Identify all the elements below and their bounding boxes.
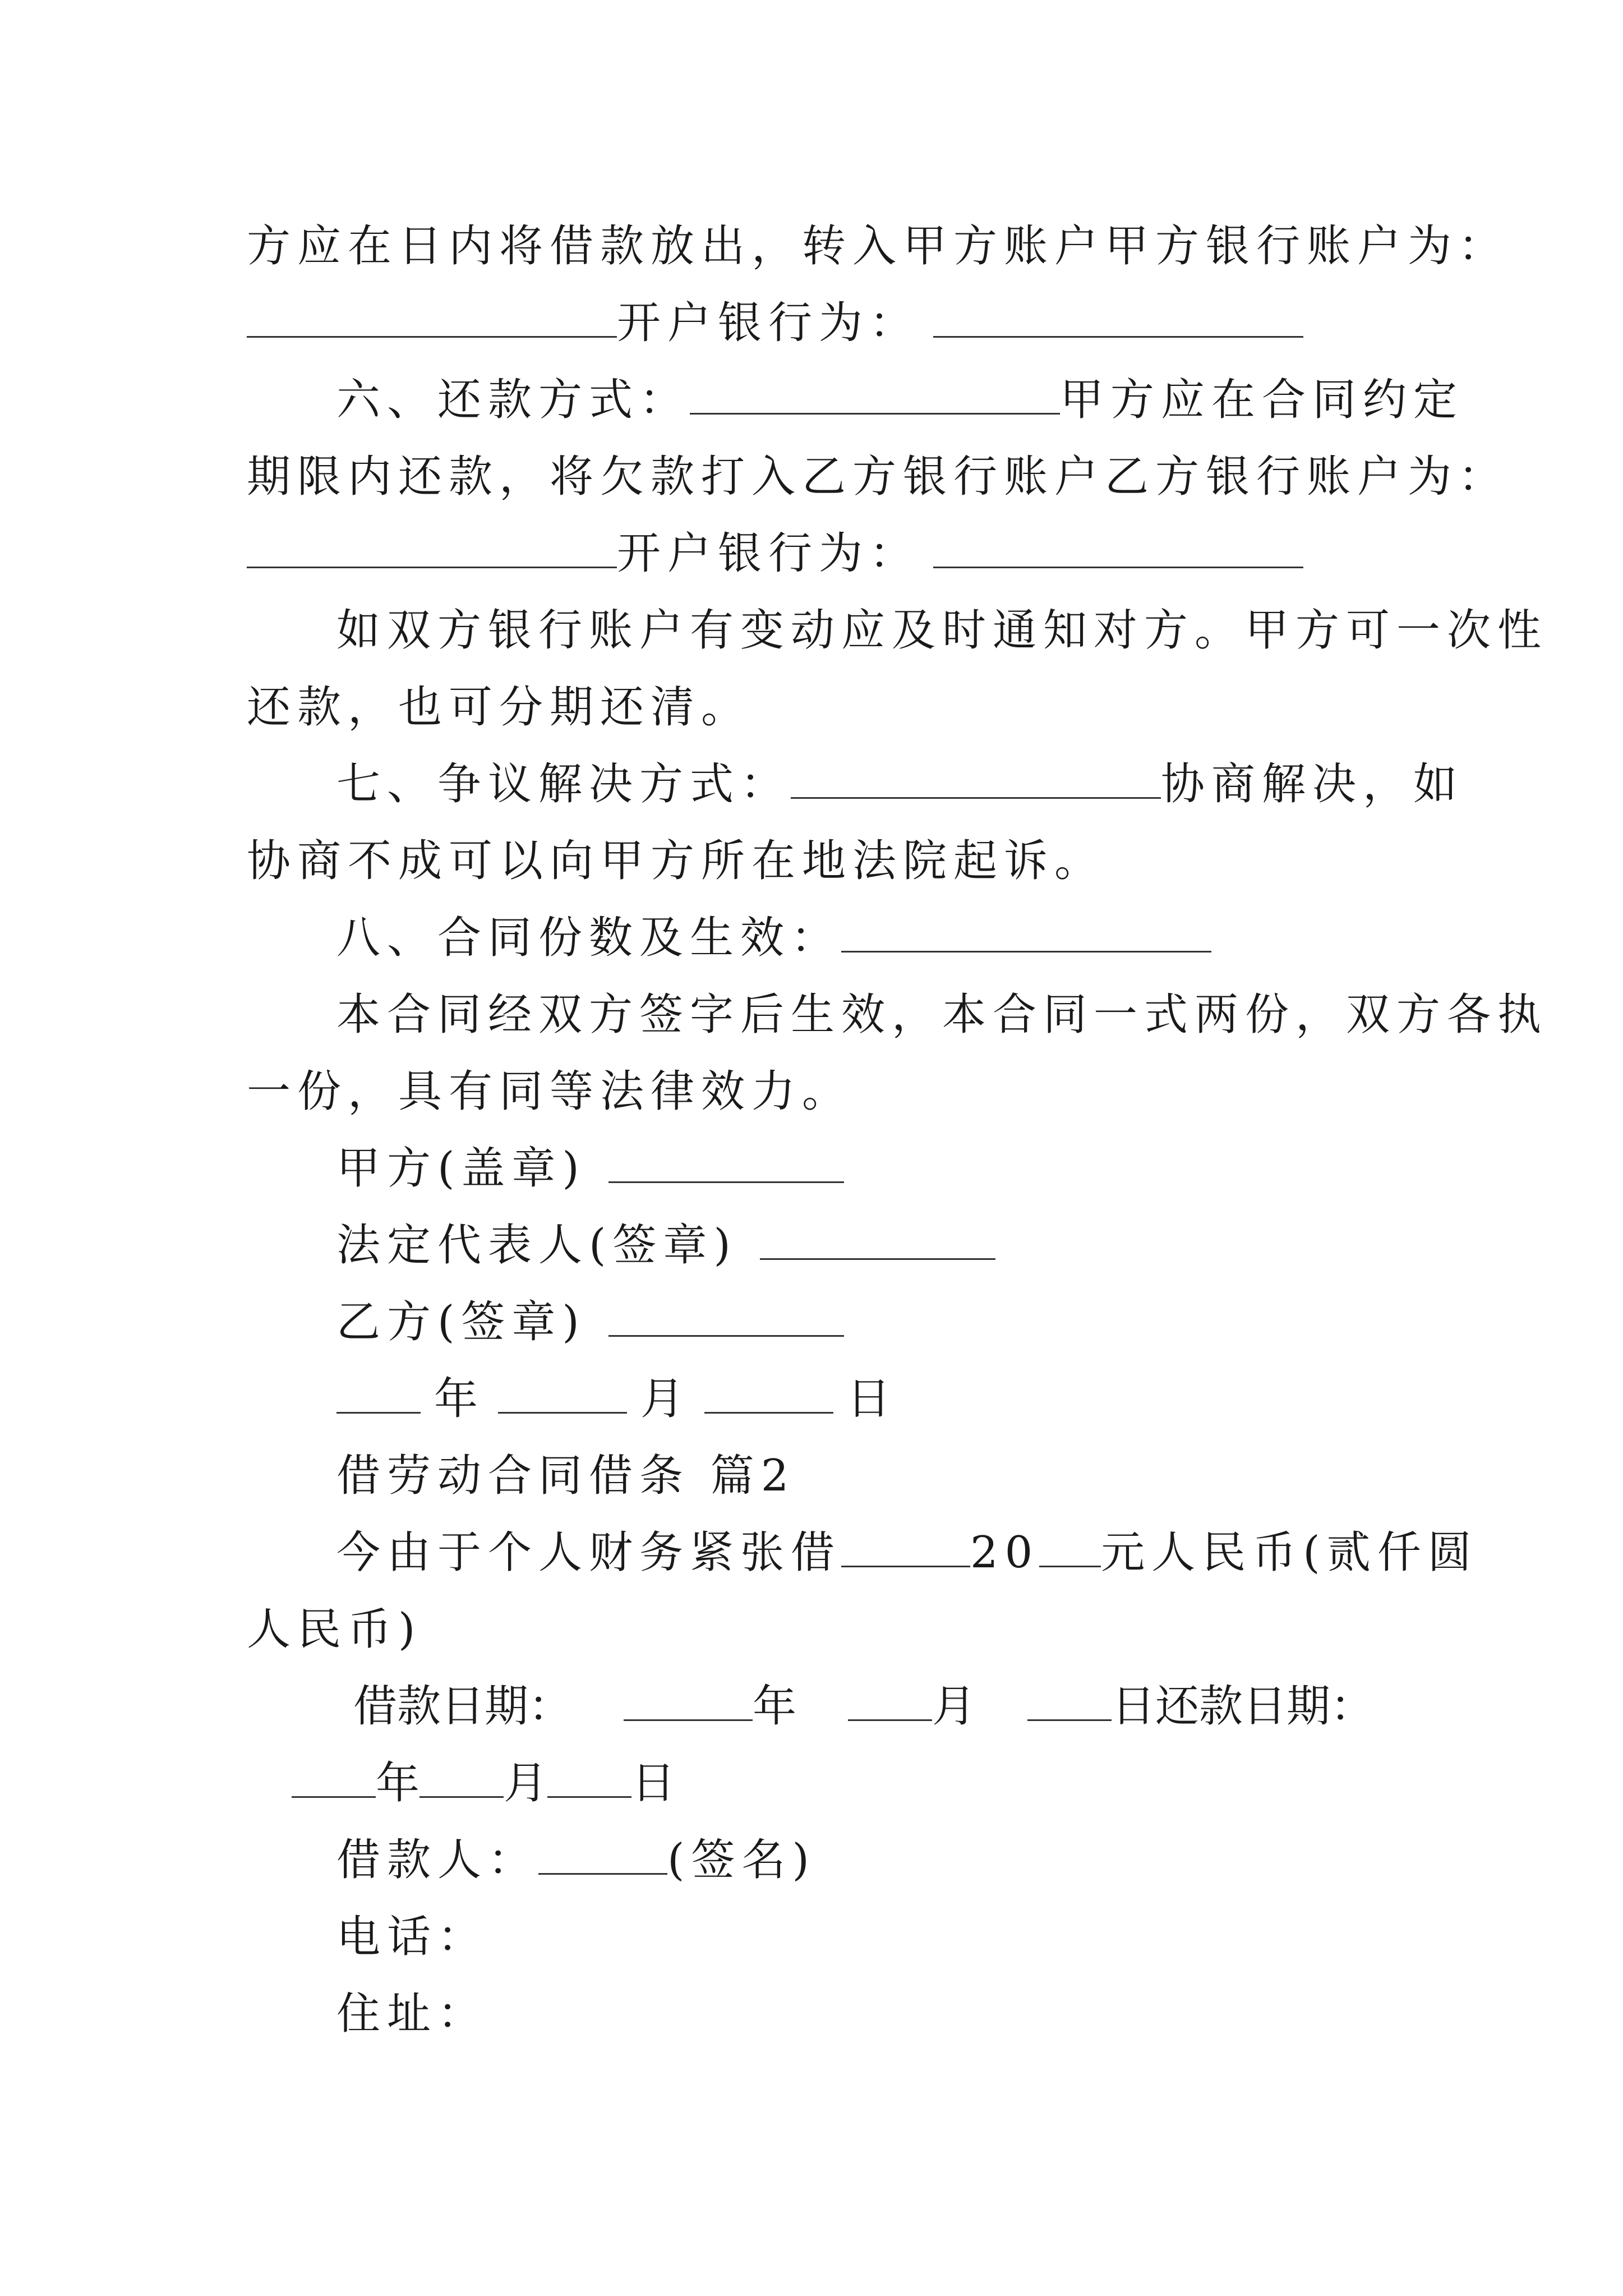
blank-field: [791, 762, 1161, 799]
return-date-line: 年 月 日: [292, 1761, 675, 1805]
blank-field: [841, 1531, 970, 1567]
text-line: 期限内还款，将欠款打入乙方银行账户乙方银行账户为：: [247, 452, 1509, 502]
signature-label: 乙方(签章): [336, 1297, 586, 1347]
address-label: 住址：: [336, 1989, 488, 2039]
blank-field: [760, 1223, 995, 1260]
blank-field: [608, 1147, 844, 1183]
text-line: 本合同经双方签字后生效，本合同一式两份，双方各执: [336, 990, 1548, 1040]
text-line: 如双方银行账户有变动应及时通知对方。甲方可一次性: [336, 605, 1548, 656]
borrower-line: 借款人： (签名): [336, 1835, 816, 1885]
dispute-resolution-line: 七、争议解决方式： 协商解决，如: [336, 759, 1464, 809]
text-line: 一份，具有同等法律效力。: [247, 1066, 853, 1117]
text-line: 还款，也可分期还清。: [247, 682, 752, 733]
blank-field: [498, 1377, 627, 1414]
party-b-seal-line: [336, 1297, 844, 1347]
blank-field: [841, 916, 1211, 953]
bank-label: 开户银行为：: [617, 528, 920, 579]
blank-field: [933, 301, 1303, 338]
blank-field: [848, 1685, 932, 1721]
blank-field: [1039, 1531, 1101, 1567]
blank-field: [690, 378, 1060, 415]
bank-label: 开户银行为：: [617, 298, 920, 348]
contract-copies-line: [336, 913, 1211, 963]
borrower-label: 借款人：: [336, 1835, 539, 1885]
text-line: 协商不成可以向甲方所在地法院起诉。: [247, 836, 1105, 886]
blank-field: [624, 1685, 753, 1721]
blank-field: [419, 1761, 504, 1798]
blank-field: [1027, 1685, 1112, 1721]
text-line: 方应在日内将借款放出，转入甲方账户甲方银行账户为：: [247, 221, 1509, 272]
return-date-label: 日还款日期：: [1111, 1681, 1374, 1732]
bank-account-line-2: [247, 528, 1303, 579]
signature-label: 甲方(盖章): [336, 1143, 586, 1194]
blank-field: [608, 1300, 844, 1337]
loan-date-label: 借款日期：: [353, 1681, 573, 1732]
section-title: 借劳动合同借条 篇2: [336, 1451, 796, 1501]
loan-amount-line: 今由于个人财务紧张借 20 元人民币(贰仟圆: [336, 1527, 1478, 1578]
blank-field: [933, 532, 1303, 568]
text-line: 人民币): [247, 1604, 422, 1655]
signature-label: 法定代表人(签章): [336, 1220, 737, 1271]
section-heading: 八、合同份数及生效：: [336, 913, 842, 963]
blank-field: [538, 1838, 667, 1875]
blank-field: [292, 1761, 376, 1798]
phone-label: 电话：: [336, 1912, 488, 1962]
legal-representative-line: [336, 1220, 995, 1271]
section-heading: 七、争议解决方式：: [336, 759, 791, 809]
party-a-seal-line: [336, 1143, 844, 1194]
loan-date-line: 借款日期： 年 月 日还款日期：: [353, 1681, 1374, 1732]
blank-field: [247, 301, 617, 338]
blank-field: [547, 1761, 631, 1798]
loan-amount: 20: [970, 1527, 1040, 1578]
blank-field: [247, 532, 617, 568]
bank-account-line-1: [247, 298, 1303, 348]
section-heading: 六、还款方式：: [336, 375, 690, 425]
blank-field: [336, 1377, 421, 1414]
blank-field: [704, 1377, 833, 1414]
repayment-method-line: 六、还款方式： 甲方应在合同约定: [336, 375, 1464, 425]
date-line: 年 月 日: [336, 1377, 897, 1421]
